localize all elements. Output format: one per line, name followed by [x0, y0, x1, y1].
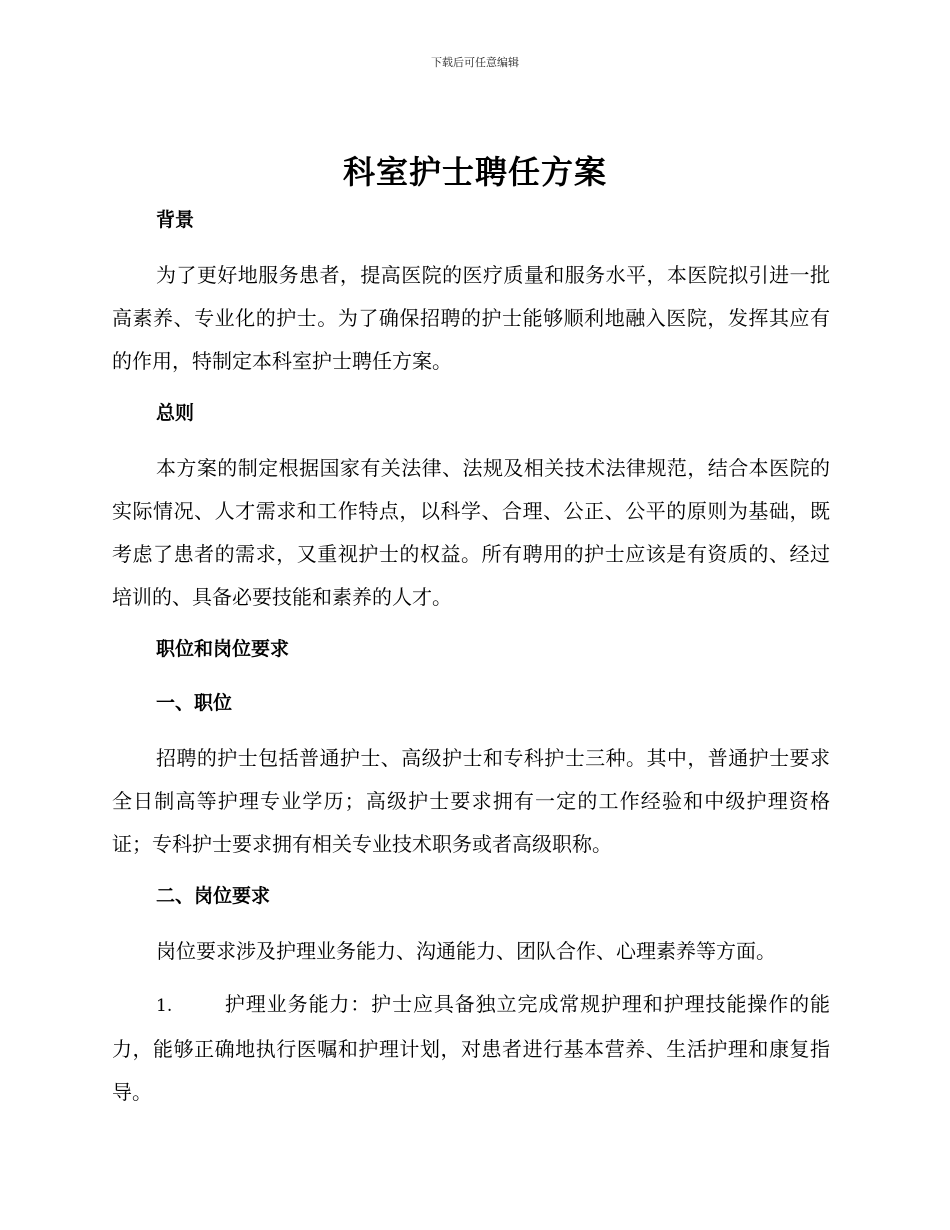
paragraph-requirements: 岗位要求涉及护理业务能力、沟通能力、团队合作、心理素养等方面。: [156, 939, 776, 963]
subheading-requirements: 二、岗位要求: [156, 885, 271, 907]
paragraph-background: 为了更好地服务患者，提高医院的医疗质量和服务水平，本医院拟引进一批高素养、专业化的护士。为了确保招聘的护士能够顺利地融入医院，发挥其应有的作用，特制定本科室护士聘任方案。: [112, 263, 830, 373]
list-item: [112, 983, 830, 1114]
list-item-number: 1.: [156, 996, 173, 1016]
section-heading-general: 总则: [156, 402, 195, 424]
header-note: 下载后可任意编辑: [431, 56, 519, 69]
document-body: [112, 200, 830, 1114]
section-heading-positions: 职位和岗位要求: [156, 638, 290, 660]
paragraph-position: 招聘的护士包括普通护士、高级护士和专科护士三种。其中，普通护士要求全日制高等护理专业学历；高级护士要求拥有一定的工作经验和中级护理资格证；专科护士要求拥有相关专业技术职务或者高级职称。: [112, 746, 830, 856]
page-title: 科室护士聘任方案: [342, 153, 607, 191]
subheading-position: 一、职位: [156, 692, 233, 714]
paragraph-general: 本方案的制定根据国家有关法律、法规及相关技术法律规范，结合本医院的实际情况、人才需求和工作特点，以科学、合理、公正、公平的原则为基础，既考虑了患者的需求，又重视护士的权益。所有聘用的护士应该是有资质的、经过培训的、具备必要技能和素养的人才。: [112, 456, 830, 609]
list-item-text: 护理业务能力：护士应具备独立完成常规护理和护理技能操作的能力，能够正确地执行医嘱和护理计划，对患者进行基本营养、生活护理和康复指导。: [112, 992, 830, 1104]
section-heading-background: 背景: [156, 209, 195, 231]
